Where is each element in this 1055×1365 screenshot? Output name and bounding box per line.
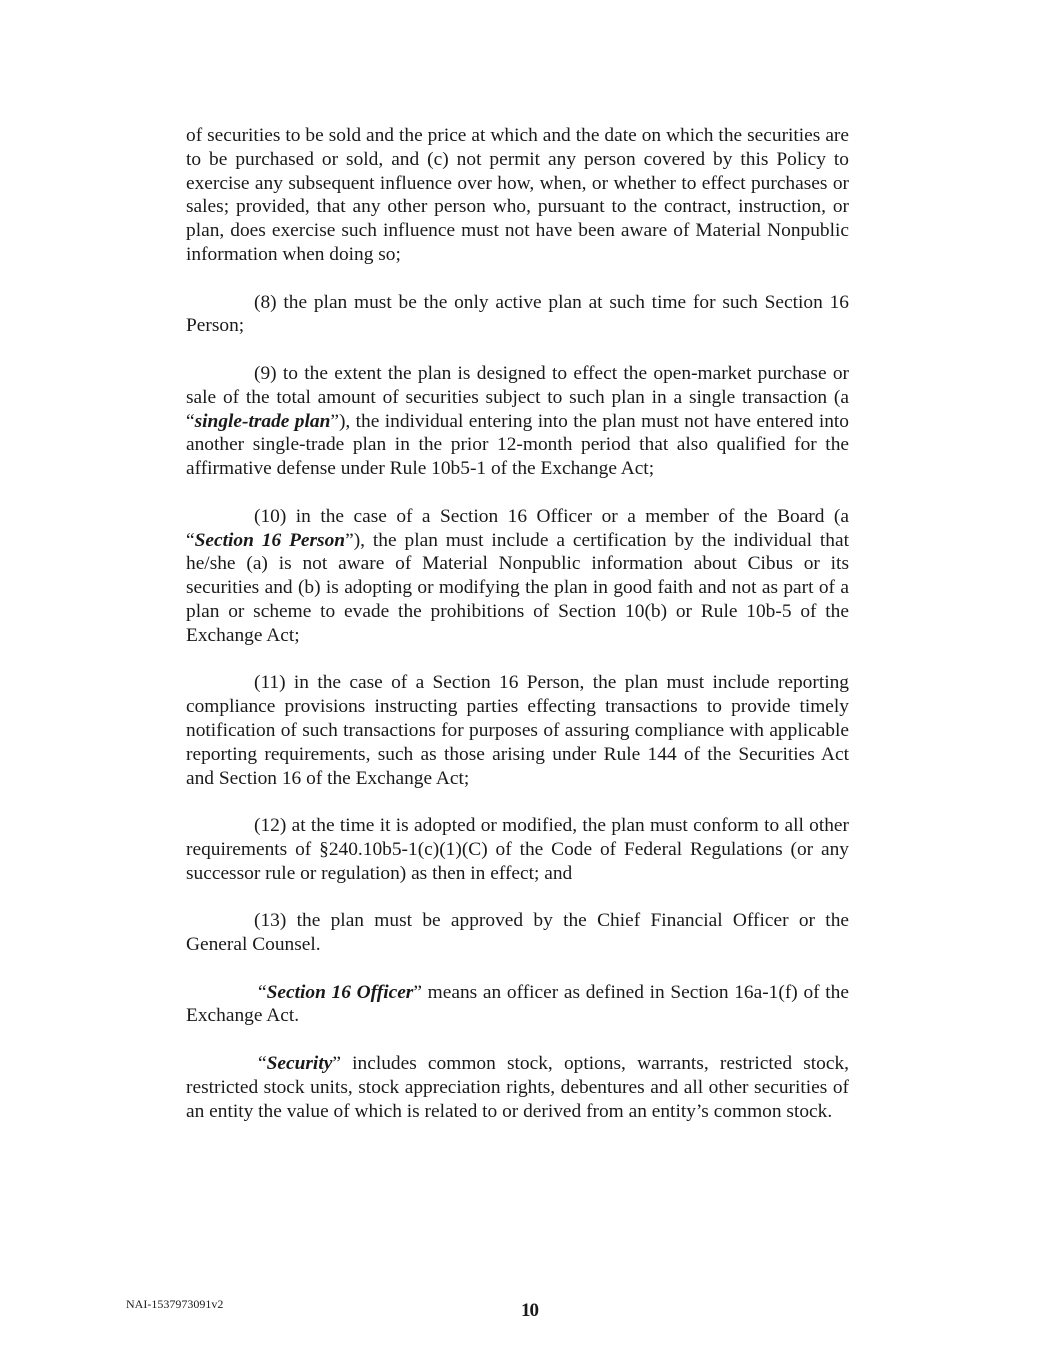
item-9-text-after: ”), the individual entering into the plan must not have entered into another single-trade plan in the prior 12-month period that also qualified for the affirmative defense under Rule 10b5-1 of the Exchange Act; xyxy=(186,410,849,480)
officer-open-quote: “ xyxy=(258,981,267,1003)
page-number: 10 xyxy=(521,1300,538,1321)
defined-term-section-16-person: Section 16 Person xyxy=(194,529,346,551)
paragraph-item-13: (13) the plan must be approved by the Chief Financial Officer or the General Counsel. xyxy=(186,910,849,956)
document-body xyxy=(186,124,849,1147)
security-open-quote: “ xyxy=(258,1053,267,1075)
paragraph-item-10 xyxy=(186,505,849,648)
paragraph-continuation: of securities to be sold and the price at which and the date on which the securities are to be purchased or sold, and (c) not permit any person covered by this Policy to exercise any subsequent influence over how, when, or whether to effect purchases or sales; provided, that any other person who, pursuant to the contract, instruction, or plan, does exercise such influence must not have been aware of Material Nonpublic information when doing so; xyxy=(186,125,849,265)
definition-security xyxy=(186,1052,849,1123)
paragraph-item-11: (11) in the case of a Section 16 Person, the plan must include reporting compliance provisions instructing parties effecting transactions to provide timely notification of such transactions for purposes of assuring compliance with applicable reporting requirements, such as those arising under Rule 144 of the Securities Act and Section 16 of the Exchange Act; xyxy=(186,672,849,789)
paragraph-item-12: (12) at the time it is adopted or modified, the plan must conform to all other requirements of §240.10b5-1(c)(1)(C) of the Code of Federal Regulations (or any successor rule or regulation) as then in effect; and xyxy=(186,815,849,884)
paragraph-item-8: (8) the plan must be the only active plan at such time for such Section 16 Person; xyxy=(186,291,849,337)
item-10-text-after: ”), the plan must include a certification by the individual that he/she (a) is not aware of Material Nonpublic information about Cibus or its securities and (b) is adopting or modifying the plan in good faith and not as part of a plan or scheme to evade the prohibitions of Section 10(b) or Rule 10b-5 of the Exchange Act; xyxy=(186,529,849,646)
officer-definition-text: ” means an officer as defined in Section 16a-1(f) of the Exchange Act. xyxy=(186,981,849,1027)
footer-document-id: NAI-1537973091v2 xyxy=(126,1297,224,1311)
definition-section-16-officer xyxy=(186,981,849,1029)
item-9-text-before: (9) to the extent the plan is designed to effect the open-market purchase or sale of the total amount of securities subject to such plan in a single transaction (a “ xyxy=(186,362,849,432)
defined-term-security: Security xyxy=(266,1053,333,1075)
defined-term-section-16-officer: Section 16 Officer xyxy=(266,981,414,1003)
defined-term-single-trade-plan: single-trade plan xyxy=(194,410,331,432)
paragraph-item-9 xyxy=(186,362,849,481)
item-10-text-before: (10) in the case of a Section 16 Officer or a member of the Board (a “ xyxy=(186,505,849,551)
security-definition-text: ” includes common stock, options, warrants, restricted stock, restricted stock units, stock appreciation rights, debentures and all other securities of an entity the value of which is related to or derived from an entity’s common stock. xyxy=(186,1053,849,1122)
